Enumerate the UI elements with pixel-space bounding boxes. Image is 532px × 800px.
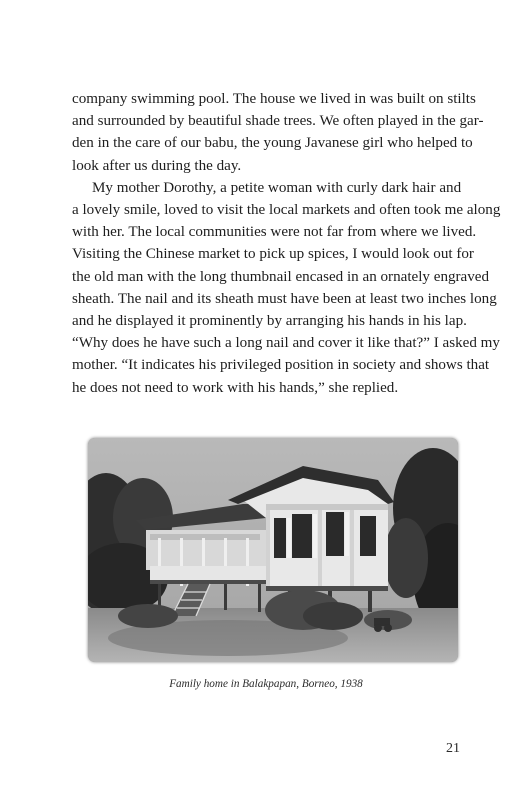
text-line: Visiting the Chinese market to pick up spices, I would look out for: [72, 246, 474, 263]
text-line: mother. “It indicates his privileged position in society and shows that: [72, 357, 490, 374]
text-line: the old man with the long thumbnail encased in an ornately engraved: [72, 268, 490, 285]
text-line: he does not need to work with his hands,” she replied.: [72, 379, 399, 396]
text-line: a lovely smile, loved to visit the local markets and often took me along: [72, 202, 501, 219]
body-text: [72, 88, 501, 399]
text-line: sheath. The nail and its sheath must have been at least two inches long: [72, 290, 497, 307]
text-line: and surrounded by beautiful shade trees. We often played in the gar-: [72, 113, 484, 130]
text-line: “Why does he have such a long nail and cover it like that?” I asked my: [72, 335, 500, 352]
paragraph-2: [72, 177, 501, 399]
text-line: company swimming pool. The house we lived in was built on stilts: [72, 91, 476, 107]
text-line: look after us during the day.: [72, 157, 242, 174]
text-line: den in the care of our babu, the young Javanese girl who helped to: [72, 135, 473, 152]
page-number: 21: [446, 741, 460, 756]
text-line: My mother Dorothy, a petite woman with curly dark hair and: [92, 179, 462, 196]
text-line: and he displayed it prominently by arranging his hands in his lap.: [72, 313, 467, 330]
paragraph-1: [72, 88, 484, 177]
text-line: with her. The local communities were not far from where we lived.: [72, 224, 477, 241]
photo-caption: Family home in Balakpapan, Borneo, 1938: [169, 678, 363, 690]
family-home-photo: [88, 438, 458, 662]
